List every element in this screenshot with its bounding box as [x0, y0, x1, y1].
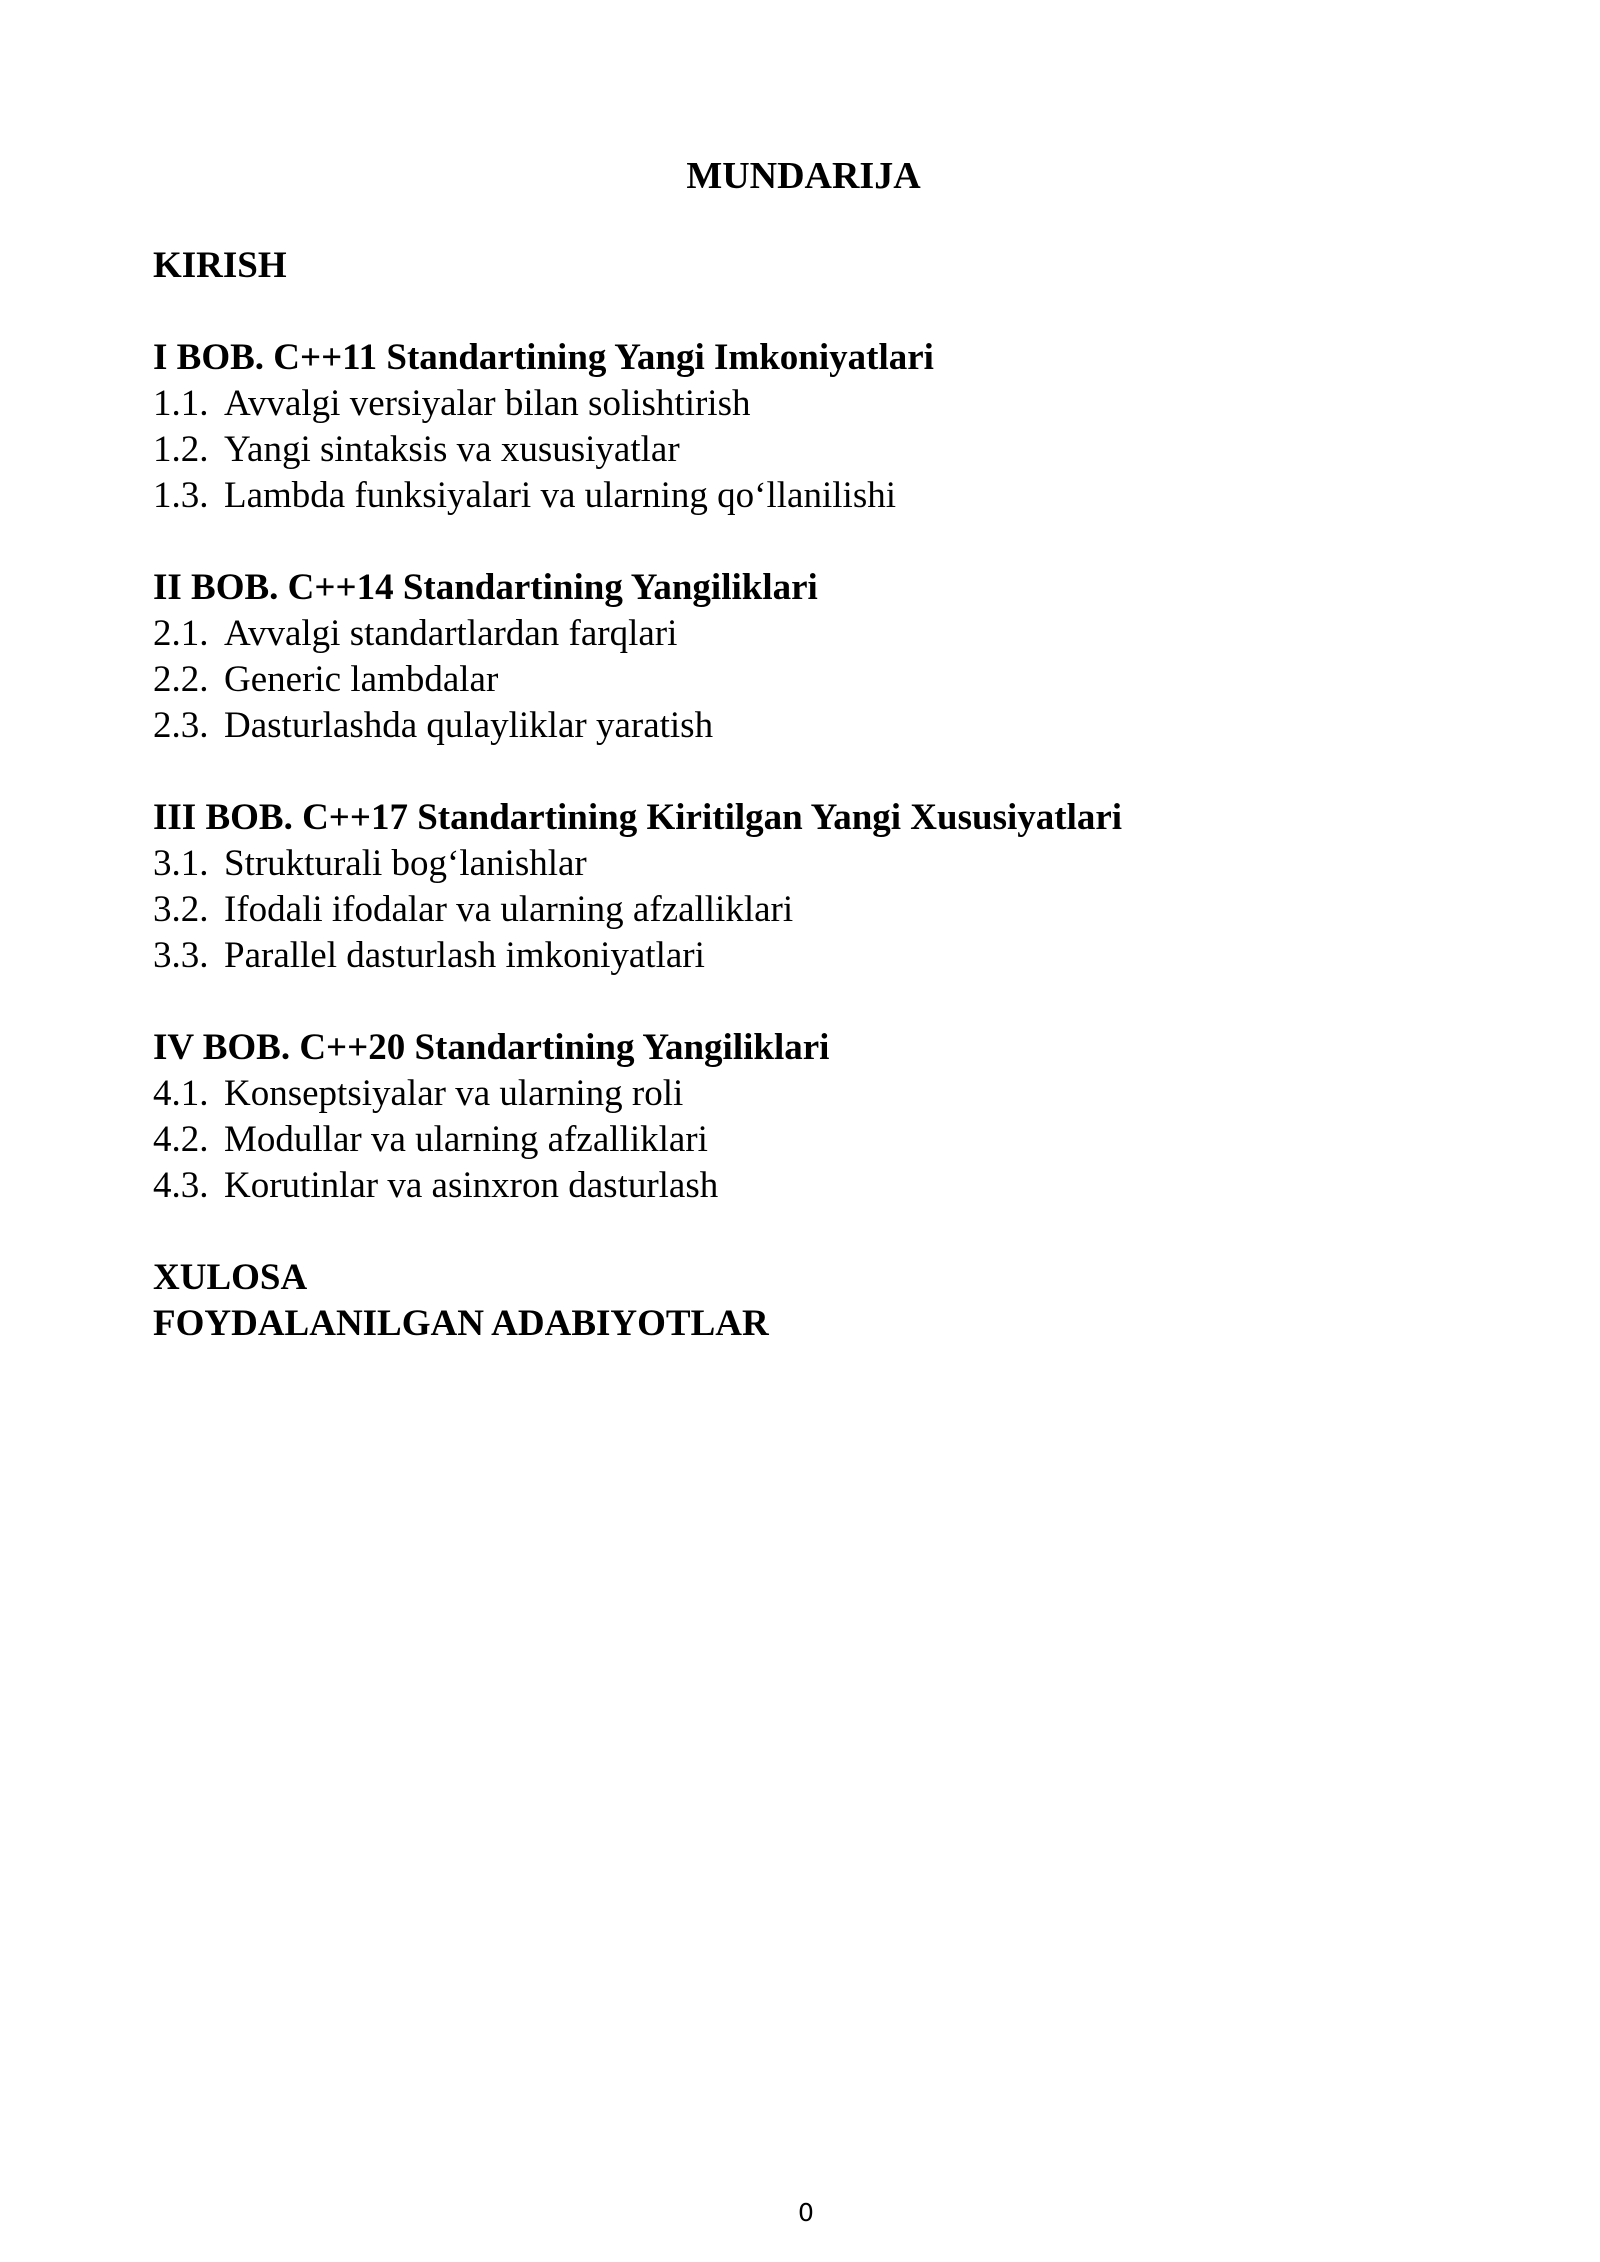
chapter-3-heading: III BOB. C++17 Standartining Kiritilgan Yangi Xususiyatlari [153, 797, 1123, 838]
chapter-4-heading: IV BOB. C++20 Standartining Yangiliklari [153, 1027, 830, 1068]
section-title: Korutinlar va asinxron dasturlash [224, 1165, 719, 1206]
toc-section-4-3 [153, 1163, 1453, 1209]
section-number: 1.2. [153, 429, 209, 470]
section-title: Ifodali ifodalar va ularning afzalliklari [224, 889, 794, 930]
toc-section-2-1 [153, 611, 1453, 657]
section-title: Yangi sintaksis va xususiyatlar [224, 429, 680, 470]
toc-section-4-2 [153, 1117, 1453, 1163]
section-title: Avvalgi standartlardan farqlari [224, 613, 678, 654]
section-title: Lambda funksiyalari va ularning qo‘llanilishi [224, 475, 896, 516]
toc-section-3-1 [153, 841, 1453, 887]
section-number: 4.3. [153, 1165, 209, 1206]
toc-section-2-2 [153, 657, 1453, 703]
toc-references: FOYDALANILGAN ADABIYOTLAR [153, 1303, 769, 1344]
chapter-2-heading: II BOB. C++14 Standartining Yangiliklari [153, 567, 818, 608]
section-title: Konseptsiyalar va ularning roli [224, 1073, 684, 1114]
toc-section-1-1 [153, 381, 1453, 427]
section-number: 2.3. [153, 705, 209, 746]
toc-section-4-1 [153, 1071, 1453, 1117]
section-title: Generic lambdalar [224, 659, 499, 700]
section-number: 2.1. [153, 613, 209, 654]
toc-section-2-3 [153, 703, 1453, 749]
toc-intro: KIRISH [153, 245, 287, 286]
section-number: 2.2. [153, 659, 209, 700]
section-number: 4.1. [153, 1073, 209, 1114]
toc-section-1-2 [153, 427, 1453, 473]
section-title: Dasturlashda qulayliklar yaratish [224, 705, 714, 746]
page-number: 0 [798, 2198, 814, 2227]
section-number: 1.1. [153, 383, 209, 424]
section-title: Strukturali bog‘lanishlar [224, 843, 587, 884]
section-number: 4.2. [153, 1119, 209, 1160]
section-title: Parallel dasturlash imkoniyatlari [224, 935, 705, 976]
table-of-contents [153, 243, 1453, 1347]
toc-section-3-2 [153, 887, 1453, 933]
toc-section-3-3 [153, 933, 1453, 979]
section-number: 3.2. [153, 889, 209, 930]
section-title: Modullar va ularning afzalliklari [224, 1119, 708, 1160]
chapter-1-heading: I BOB. C++11 Standartining Yangi Imkoniyatlari [153, 337, 934, 378]
section-number: 1.3. [153, 475, 209, 516]
section-number: 3.3. [153, 935, 209, 976]
page-title: MUNDARIJA [686, 155, 921, 197]
toc-section-1-3 [153, 473, 1453, 519]
toc-conclusion: XULOSA [153, 1257, 308, 1298]
section-title: Avvalgi versiyalar bilan solishtirish [224, 383, 751, 424]
section-number: 3.1. [153, 843, 209, 884]
